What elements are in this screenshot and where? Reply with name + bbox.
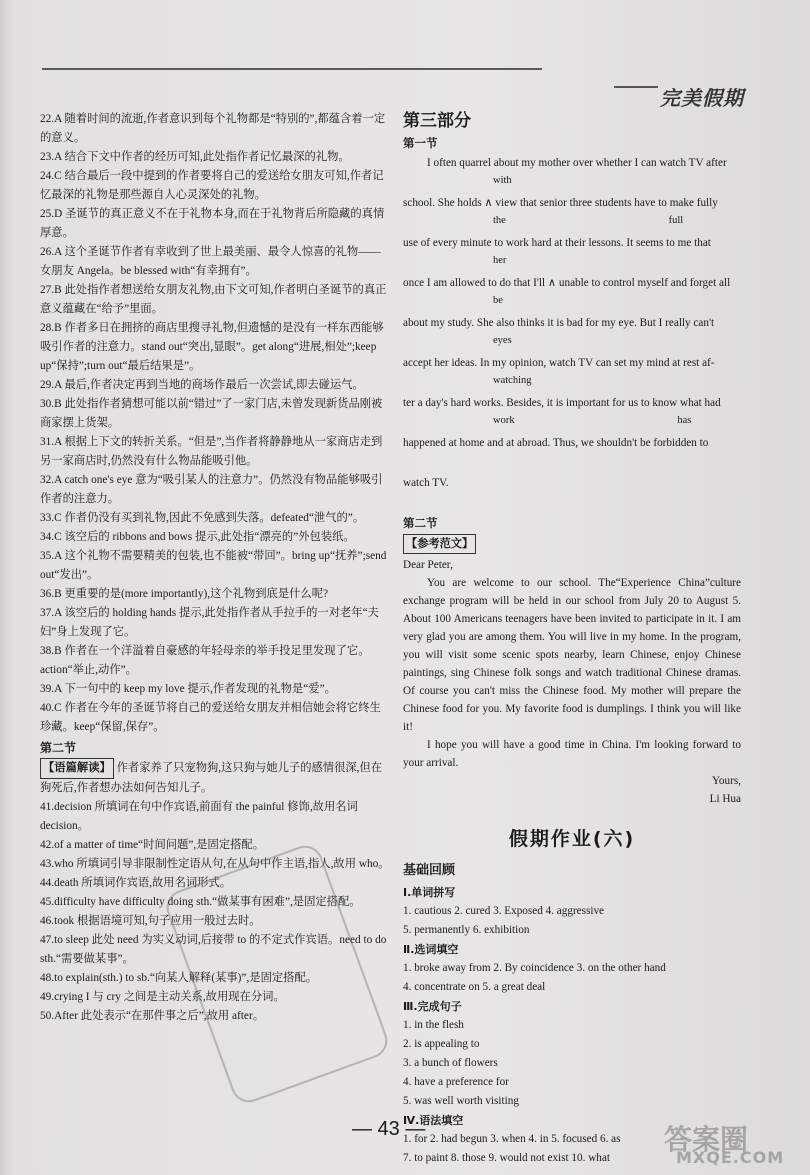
basics-line: 5. permanently 6. exhibition: [403, 924, 530, 936]
basics-subhead: Ⅳ.语法填空: [403, 1114, 464, 1127]
answer-item: 34.C 该空后的 ribbons and bows 提示,此处指“漂亮的”外包装纸。: [40, 531, 355, 543]
watermark-logo: 答案圈: [664, 1123, 749, 1156]
correction-fix: watching: [493, 375, 532, 386]
fill-item: 45.difficulty have difficulty doing sth.“做某事有困难”,是固定搭配。: [40, 896, 361, 908]
correction-passage: [403, 154, 741, 508]
answer-item: 32.A catch one's eye 意为“吸引某人的注意力”。仍然没有物品能够吸引作者的注意力。: [40, 474, 383, 505]
answer-item: 33.C 作者仍没有买到礼物,因此不免感到失落。defeated“泄气的”。: [40, 512, 365, 524]
answer-item: 29.A 最后,作者决定再到当地的商场作最后一次尝试,即去碰运气。: [40, 379, 364, 391]
letter-paragraph: I hope you will have a good time in China. I'm looking forward to your arrival.: [403, 739, 741, 769]
basics-subhead: Ⅱ.选词填空: [403, 943, 459, 956]
reading-tag: 【语篇解读】: [40, 758, 114, 779]
answer-item: 31.A 根据上下文的转折关系。“但是”,当作者将静静地从一家商店走到另一家商店时,仍然没有什么物品能吸引他。: [40, 436, 383, 467]
basics-line: 7. to paint 8. those 9. would not exist 10. what: [403, 1152, 610, 1164]
answer-item: 27.B 此处指作者想送给女朋友礼物,由下文可知,作者明白圣诞节的真正意义蕴藏在“给予”里面。: [40, 284, 387, 315]
correction-fix: the full: [493, 215, 684, 226]
correction-fix: be: [493, 295, 503, 306]
holiday-title: 假期作业(六): [508, 828, 636, 850]
brand-underline: [614, 86, 658, 88]
sec2-title: 第二节: [403, 516, 438, 530]
correction-fix: [403, 492, 741, 508]
correction-fix: her: [493, 255, 507, 266]
basics-line: 3. a bunch of flowers: [403, 1057, 498, 1069]
page-number: — 43 —: [352, 1118, 426, 1140]
answer-item: 28.B 作者多日在拥挤的商店里搜寻礼物,但遗憾的是没有一样东西能够吸引作者的注意力。stand out“突出,显眼”。get along“进展,相处”;keep up“保持”;turn out“最后结果是”。: [40, 322, 384, 372]
correction-fix: [403, 452, 741, 468]
part3-title: 第三部分: [403, 111, 471, 131]
fill-item: 42.of a matter of time“时间问题”,是固定搭配。: [40, 839, 265, 851]
basics-line: 2. is appealing to: [403, 1038, 480, 1050]
watermark-url: MXQE.COM: [676, 1148, 785, 1167]
answer-item: 26.A 这个圣诞节作者有幸收到了世上最美丽、最令人惊喜的礼物——女朋友 Angela。be blessed with“有幸拥有”。: [40, 246, 381, 277]
correction-fix: with: [493, 175, 512, 186]
answer-item: 40.C 作者在今年的圣诞节将自己的爱送给女朋友并相信她会将它终生珍藏。keep“保留,保存”。: [40, 702, 381, 733]
correction-line: watch TV.: [403, 477, 449, 489]
basics-line: 5. was well worth visiting: [403, 1095, 519, 1107]
answer-item: 37.A 该空后的 holding hands 提示,此处指作者从手拉手的一对老年“夫妇”身上发现了它。: [40, 607, 379, 638]
fill-item: 49.crying I 与 cry 之间是主动关系,故用现在分词。: [40, 991, 285, 1003]
basics-line: 1. cautious 2. cured 3. Exposed 4. aggressive: [403, 905, 605, 917]
answer-item: 25.D 圣诞节的真正意义不在于礼物本身,而在于礼物背后所隐藏的真情厚意。: [40, 208, 385, 239]
reading-intro: [40, 758, 390, 798]
basics-subhead: Ⅰ.单词拼写: [403, 886, 456, 899]
correction-line: once I am allowed to do that I'll ∧ unable to control myself and forget all: [403, 277, 731, 289]
answer-item: 22.A 随着时间的流逝,作者意识到每个礼物都是“特别的”,都蕴含着一定的意义。: [40, 113, 386, 144]
basics-line: 1. in the flesh: [403, 1019, 464, 1031]
basics-subhead: Ⅲ.完成句子: [403, 1000, 462, 1013]
correction-fix: eyes: [493, 335, 512, 346]
brand-logo: 完美假期: [660, 86, 744, 110]
answer-item: 30.B 此处指作者猜想可能以前“错过”了一家门店,未曾发现新货品刚被商家摆上货架。: [40, 398, 383, 429]
fill-item: 46.took 根据语境可知,句子应用一般过去时。: [40, 915, 261, 927]
correction-line: I often quarrel about my mother over whether I can watch TV after: [427, 157, 727, 169]
correction-line: accept her ideas. In my opinion, watch TV can set my mind at rest af-: [403, 357, 715, 369]
reading-text: 作者家养了只宠物狗,这只狗与她儿子的感情很深,但在狗死后,作者想办法如何告知儿子。: [40, 762, 383, 794]
letter-greeting: Dear Peter,: [403, 559, 453, 571]
correction-line: ter a day's hard works. Besides, it is important for us to know what had: [403, 397, 721, 409]
fill-item: 48.to explain(sth.) to sb.“向某人解释(某事)”,是固定搭配。: [40, 972, 318, 984]
answer-item: 39.A 下一句中的 keep my love 提示,作者发现的礼物是“爱”。: [40, 683, 336, 695]
section2-title: 第二节: [40, 741, 77, 755]
letter-signature: Li Hua: [709, 793, 741, 805]
basics-line: 1. for 2. had begun 3. when 4. in 5. focused 6. as: [403, 1133, 621, 1145]
header-rule: [42, 68, 542, 70]
fill-item: 43.who 所填词引导非限制性定语从句,在从句中作主语,指人,故用 who。: [40, 858, 390, 870]
sec1-title: 第一节: [403, 136, 438, 150]
fill-item: 44.death 所填词作宾语,故用名词形式。: [40, 877, 232, 889]
correction-fix: work has: [493, 415, 692, 426]
answer-item: 38.B 作者在一个洋溢着自豪感的年轻母亲的举手投足里发现了它。action“举止,动作”。: [40, 645, 370, 676]
answer-item: 36.B 更重要的是(more importantly),这个礼物到底是什么呢?: [40, 588, 329, 600]
basics-line: 1. broke away from 2. By coincidence 3. on the other hand: [403, 962, 666, 974]
sample-letter: [403, 556, 741, 808]
correction-line: use of every minute to work hard at their lessons. It seems to me that: [403, 237, 711, 249]
correction-line: about my study. She also thinks it is bad for my eye. But I really can't: [403, 317, 715, 329]
letter-paragraph: You are welcome to our school. The“Experience China”culture exchange program will be held in our school from July 20 to August 5. About 100 Americans teenagers have been invited to participate in it. I am very glad you are among them. You will live in my home. In the program, you will visit some scenic spots nearby, learn Chinese, enjoy Chinese paintings, sing Chinese folk songs and watch traditional Chinese dramas. Of course you can't miss the Chinese food. My mother will prepare the Chinese food for you. My favorite food is dumplings. I think you will like it!: [403, 577, 741, 733]
basics-line: 4. have a preference for: [403, 1076, 509, 1088]
answer-list: [40, 110, 390, 737]
right-column: [403, 112, 741, 1168]
fill-item: 50.After 此处表示“在那件事之后”,故用 after。: [40, 1010, 265, 1022]
fill-item: 41.decision 所填词在句中作宾语,前面有 the painful 修饰,故用名词 decision。: [40, 801, 358, 832]
answer-item: 35.A 这个礼物不需要精美的包装,也不能被“带回”。bring up“抚养”;send out“发出”。: [40, 550, 387, 581]
letter-closing: Yours,: [711, 775, 741, 787]
answer-item: 24.C 结合最后一段中提到的作者要将自己的爱送给女朋友可知,作者记忆最深的礼物是那些源自人心灵深处的礼物。: [40, 170, 384, 201]
basics-title: 基础回顾: [403, 863, 456, 878]
correction-line: happened at home and at abroad. Thus, we shouldn't be forbidden to: [403, 437, 709, 449]
answer-item: 23.A 结合下文中作者的经历可知,此处指作者记忆最深的礼物。: [40, 151, 350, 163]
fill-item: 47.to sleep 此处 need 为实义动词,后接带 to 的不定式作宾语。need to do sth.“需要做某事”。: [40, 934, 387, 965]
correction-line: school. She holds ∧ view that senior three students have to make fully: [403, 197, 718, 209]
ref-tag: 【参考范文】: [403, 534, 476, 554]
basics-line: 4. concentrate on 5. a great deal: [403, 981, 546, 993]
